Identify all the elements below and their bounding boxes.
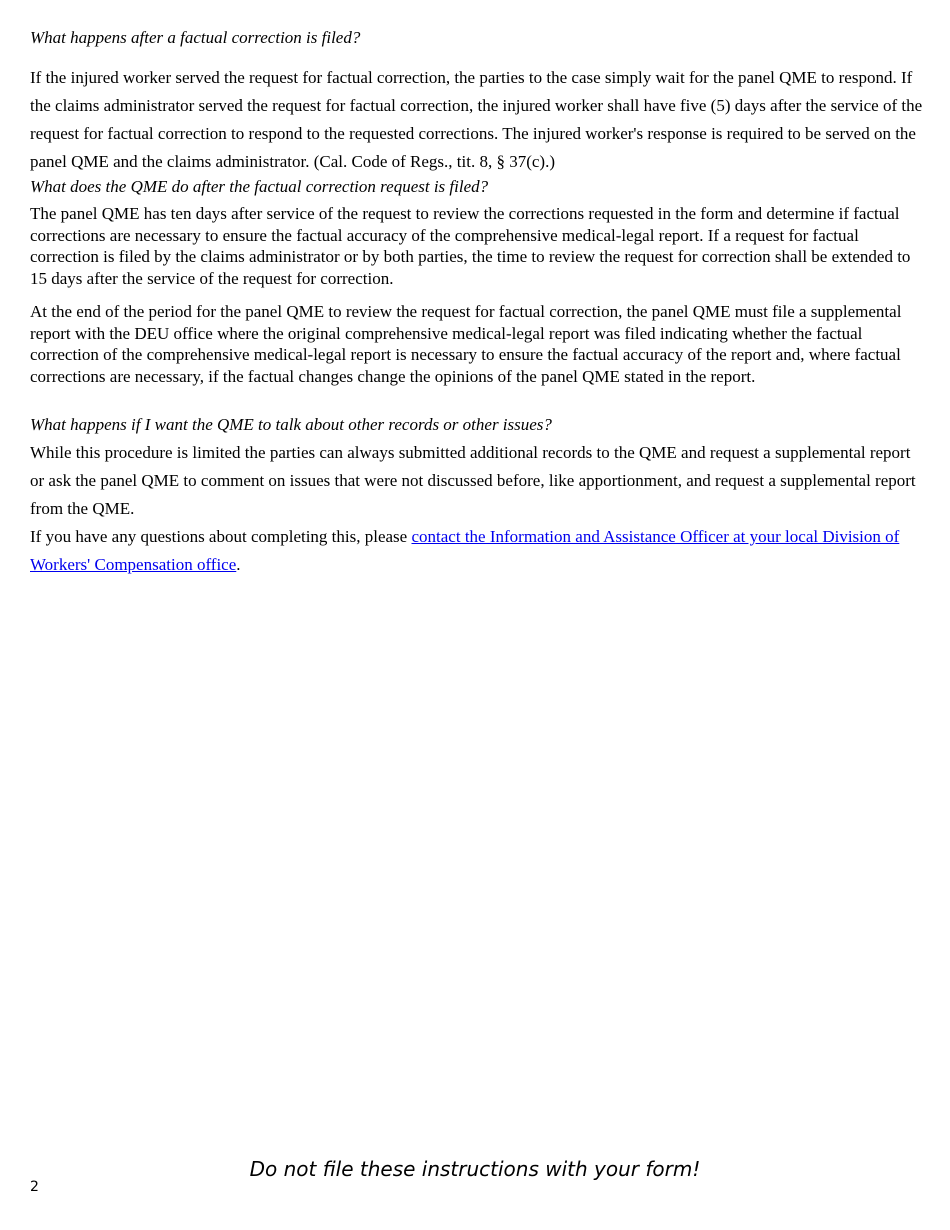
paragraph-contact [30, 523, 925, 579]
paragraph-qme-supplemental-report: At the end of the period for the panel QME to review the request for factual correction, the panel QME must file a supplemental report with the DEU office where the original comprehensive medical-legal report was filed indicating whether the factual correction of the comprehensive medical-legal report is necessary to ensure the factual accuracy of the report and, where factual corrections are necessary, if the factual changes change the opinions of the panel QME stated in the report. [30, 302, 902, 386]
heading-other-issues: What happens if I want the QME to talk about other records or other issues? [30, 415, 552, 434]
page-number: 2 [30, 1179, 39, 1195]
paragraph-other-issues: While this procedure is limited the parties can always submitted additional records to the QME and request a supplemental report or ask the panel QME to comment on issues that were not discussed before, like apportionment, and request a supplemental report from the QME. [30, 443, 916, 518]
instructions-body [30, 26, 925, 579]
contact-information-officer-link[interactable]: contact the Information and Assistance Officer at your local Division of Workers' Compensation office [30, 527, 900, 574]
contact-suffix-text: . [236, 555, 241, 574]
paragraph-after-factual-correction: If the injured worker served the request for factual correction, the parties to the case simply wait for the panel QME to respond. If the claims administrator served the request for factual correction, the injured worker shall have five (5) days after the service of the request for factual correction to respond to the requested corrections. The injured worker's response is required to be served on the panel QME and the claims administrator. (Cal. Code of Regs., tit. 8, § 37(c).) [30, 68, 923, 171]
paragraph-qme-review-period: The panel QME has ten days after service of the request to review the corrections requested in the form and determine if factual corrections are necessary to ensure the factual accuracy of the comprehensive medical-legal report. If a request for factual correction is filed by the claims administrator or by both parties, the time to review the request for correction shall be extended to 15 days after the service of the request for correction. [30, 204, 911, 288]
footer-do-not-file-note: Do not file these instructions with your form! [249, 1157, 701, 1181]
heading-after-factual-correction: What happens after a factual correction is filed? [30, 28, 361, 47]
contact-prefix-text: If you have any questions about completing this, please [30, 527, 412, 546]
heading-qme-action: What does the QME do after the factual correction request is filed? [30, 177, 489, 196]
